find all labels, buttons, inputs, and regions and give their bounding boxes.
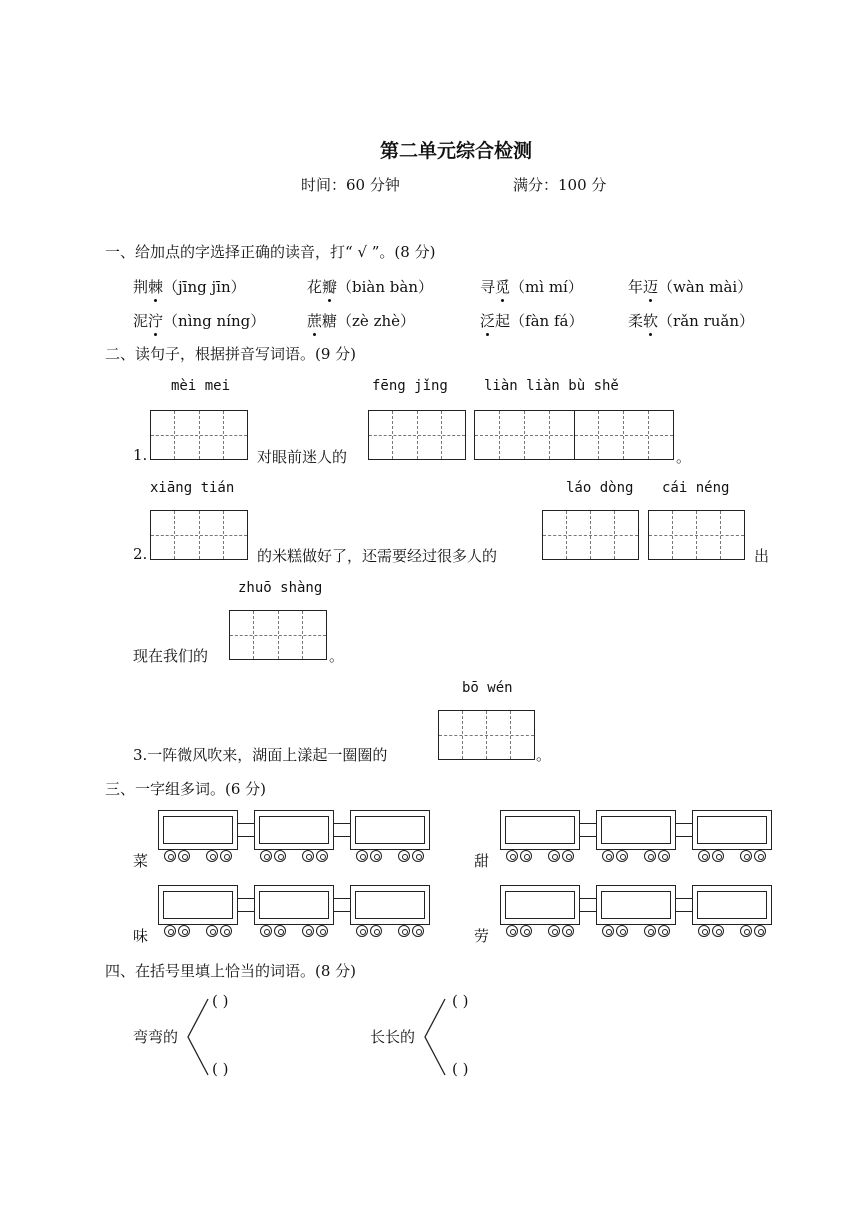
wheel-icon xyxy=(698,925,710,937)
page-title: 第二单元综合检测 xyxy=(380,140,533,162)
wheel-icon xyxy=(520,925,532,937)
exam-time: 时间：60 分钟 xyxy=(301,176,400,194)
wheel-icon xyxy=(178,925,190,937)
pinyin-lianlianbushe: liàn liàn bù shě xyxy=(484,378,619,394)
item-pinyin-options[interactable]: （fàn fá） xyxy=(510,312,584,330)
writing-grid-meimei[interactable] xyxy=(150,410,248,460)
reading-item[interactable] xyxy=(307,276,433,297)
wheel-icon xyxy=(602,850,614,862)
sentence2-end: 出 xyxy=(754,547,770,565)
item-char-1: 泛 xyxy=(480,312,496,330)
wheel-icon xyxy=(356,925,368,937)
pinyin-laodong: láo dòng xyxy=(566,480,634,496)
reading-item[interactable] xyxy=(133,310,265,331)
train-coupler xyxy=(334,898,350,912)
item-char-1: 柔 xyxy=(628,312,644,330)
sentence3: 3.一阵微风吹来，湖面上漾起一圈圈的 xyxy=(133,746,388,764)
train-car-answer-box[interactable] xyxy=(596,810,678,864)
wheel-icon xyxy=(562,850,574,862)
wheel-icon xyxy=(220,925,232,937)
train-coupler xyxy=(580,898,596,912)
char-cai: 菜 xyxy=(133,852,149,870)
item-char-1: 年 xyxy=(628,278,644,296)
section3-heading: 三、一字组多词。(6 分) xyxy=(105,780,267,798)
pinyin-caineng: cái néng xyxy=(662,480,730,496)
writing-grid-zhuoshang[interactable] xyxy=(229,610,327,660)
train-car-answer-box[interactable] xyxy=(692,810,774,864)
pinyin-fengjing: fēng jǐng xyxy=(372,378,448,394)
sentence3-end: 。 xyxy=(536,746,552,764)
wheel-icon xyxy=(658,850,670,862)
train-car-answer-box[interactable] xyxy=(158,810,240,864)
char-tian: 甜 xyxy=(474,852,490,870)
wheel-icon xyxy=(206,850,218,862)
item-char-1: 蔗 xyxy=(307,312,323,330)
wheel-icon xyxy=(164,925,176,937)
blank-changchang-1[interactable]: ( ) xyxy=(452,992,469,1010)
wheel-icon xyxy=(548,925,560,937)
train-coupler xyxy=(580,823,596,837)
wheel-icon xyxy=(616,925,628,937)
wheel-icon xyxy=(506,850,518,862)
pinyin-meimei: mèi mei xyxy=(171,378,231,394)
item-pinyin-options[interactable]: （zè zhè） xyxy=(337,312,416,330)
item-char-2: 迈 xyxy=(643,278,659,296)
char-lao: 劳 xyxy=(474,927,490,945)
wheel-icon xyxy=(698,850,710,862)
wheel-icon xyxy=(754,850,766,862)
wheel-icon xyxy=(740,850,752,862)
char-wei: 味 xyxy=(133,927,149,945)
train-coupler xyxy=(676,898,692,912)
train-car-answer-box[interactable] xyxy=(692,885,774,939)
reading-item[interactable] xyxy=(480,310,583,331)
wheel-icon xyxy=(164,850,176,862)
train-coupler xyxy=(238,823,254,837)
sentence2-num: 2. xyxy=(133,545,148,563)
wheel-icon xyxy=(260,850,272,862)
wheel-icon xyxy=(260,925,272,937)
item-pinyin-options[interactable]: （biàn bàn） xyxy=(337,278,434,296)
reading-item[interactable] xyxy=(628,310,754,331)
item-char-1: 寻 xyxy=(480,278,496,296)
reading-item[interactable] xyxy=(628,276,752,297)
wheel-icon xyxy=(316,850,328,862)
item-char-1: 花 xyxy=(307,278,323,296)
wheel-icon xyxy=(506,925,518,937)
section2-heading: 二、读句子，根据拼音写词语。(9 分) xyxy=(105,345,357,363)
train-car-answer-box[interactable] xyxy=(158,885,240,939)
writing-grid-laodong[interactable] xyxy=(542,510,639,560)
item-char-1: 荆 xyxy=(133,278,149,296)
wheel-icon xyxy=(548,850,560,862)
sentence2-mid: 的米糕做好了，还需要经过很多人的 xyxy=(257,547,498,565)
train-car-answer-box[interactable] xyxy=(500,810,582,864)
bracket-wanwan xyxy=(186,997,210,1077)
train-coupler xyxy=(238,898,254,912)
train-car-answer-box[interactable] xyxy=(350,885,432,939)
wheel-icon xyxy=(178,850,190,862)
item-char-2: 瓣 xyxy=(322,278,338,296)
wheel-icon xyxy=(562,925,574,937)
wheel-icon xyxy=(644,850,656,862)
wheel-icon xyxy=(302,925,314,937)
sentence1-num: 1. xyxy=(133,446,148,464)
wheel-icon xyxy=(644,925,656,937)
item-char-2: 觅 xyxy=(495,278,511,296)
item-pinyin-options[interactable]: （nìng níng） xyxy=(163,312,266,330)
item-char-2: 软 xyxy=(643,312,659,330)
item-char-2: 起 xyxy=(495,312,511,330)
train-coupler xyxy=(334,823,350,837)
train-car-answer-box[interactable] xyxy=(254,885,336,939)
section1-heading: 一、给加点的字选择正确的读音，打“ √ ”。(8 分) xyxy=(105,243,436,261)
train-car-answer-box[interactable] xyxy=(596,885,678,939)
bracket-changchang xyxy=(423,997,447,1077)
word-changchang: 长长的 xyxy=(370,1028,416,1046)
wheel-icon xyxy=(412,850,424,862)
wheel-icon xyxy=(206,925,218,937)
item-char-1: 泥 xyxy=(133,312,149,330)
item-char-2: 糖 xyxy=(322,312,338,330)
item-char-2: 棘 xyxy=(148,278,164,296)
pinyin-bowen: bō wén xyxy=(462,680,513,696)
wheel-icon xyxy=(398,925,410,937)
wheel-icon xyxy=(740,925,752,937)
wheel-icon xyxy=(712,925,724,937)
sentence1-mid: 对眼前迷人的 xyxy=(257,448,348,466)
train-car-answer-box[interactable] xyxy=(350,810,432,864)
wheel-icon xyxy=(370,850,382,862)
item-pinyin-options[interactable]: （rǎn ruǎn） xyxy=(658,312,755,330)
word-wanwan: 弯弯的 xyxy=(133,1028,179,1046)
wheel-icon xyxy=(370,925,382,937)
wheel-icon xyxy=(274,925,286,937)
pinyin-xiangtian: xiāng tián xyxy=(150,480,235,496)
wheel-icon xyxy=(712,850,724,862)
blank-wanwan-2[interactable]: ( ) xyxy=(212,1060,229,1078)
writing-grid-xiangtian[interactable] xyxy=(150,510,248,560)
wheel-icon xyxy=(602,925,614,937)
blank-wanwan-1[interactable]: ( ) xyxy=(212,992,229,1010)
wheel-icon xyxy=(412,925,424,937)
train-coupler xyxy=(676,823,692,837)
wheel-icon xyxy=(754,925,766,937)
wheel-icon xyxy=(658,925,670,937)
item-pinyin-options[interactable]: （jīng jīn） xyxy=(163,278,246,296)
train-car-answer-box[interactable] xyxy=(500,885,582,939)
item-char-2: 泞 xyxy=(148,312,164,330)
pinyin-zhuoshang: zhuō shàng xyxy=(238,580,323,596)
wheel-icon xyxy=(356,850,368,862)
reading-item[interactable] xyxy=(307,310,415,331)
item-pinyin-options[interactable]: （mì mí） xyxy=(510,278,583,296)
reading-item[interactable] xyxy=(480,276,583,297)
wheel-icon xyxy=(316,925,328,937)
wheel-icon xyxy=(274,850,286,862)
train-car-answer-box[interactable] xyxy=(254,810,336,864)
wheel-icon xyxy=(220,850,232,862)
sentence2-end2: 。 xyxy=(329,647,345,665)
writing-grid-bowen[interactable] xyxy=(438,710,535,760)
blank-changchang-2[interactable]: ( ) xyxy=(452,1060,469,1078)
wheel-icon xyxy=(398,850,410,862)
exam-score: 满分：100 分 xyxy=(513,176,607,194)
writing-grid-lianlianbushe[interactable] xyxy=(474,410,674,460)
wheel-icon xyxy=(520,850,532,862)
sentence2-line2: 现在我们的 xyxy=(133,647,209,665)
item-pinyin-options[interactable]: （wàn mài） xyxy=(658,278,753,296)
wheel-icon xyxy=(616,850,628,862)
section4-heading: 四、在括号里填上恰当的词语。(8 分) xyxy=(105,962,357,980)
reading-item[interactable] xyxy=(133,276,246,297)
writing-grid-caineng[interactable] xyxy=(648,510,745,560)
writing-grid-fengjing[interactable] xyxy=(368,410,466,460)
wheel-icon xyxy=(302,850,314,862)
sentence1-end: 。 xyxy=(676,448,692,466)
